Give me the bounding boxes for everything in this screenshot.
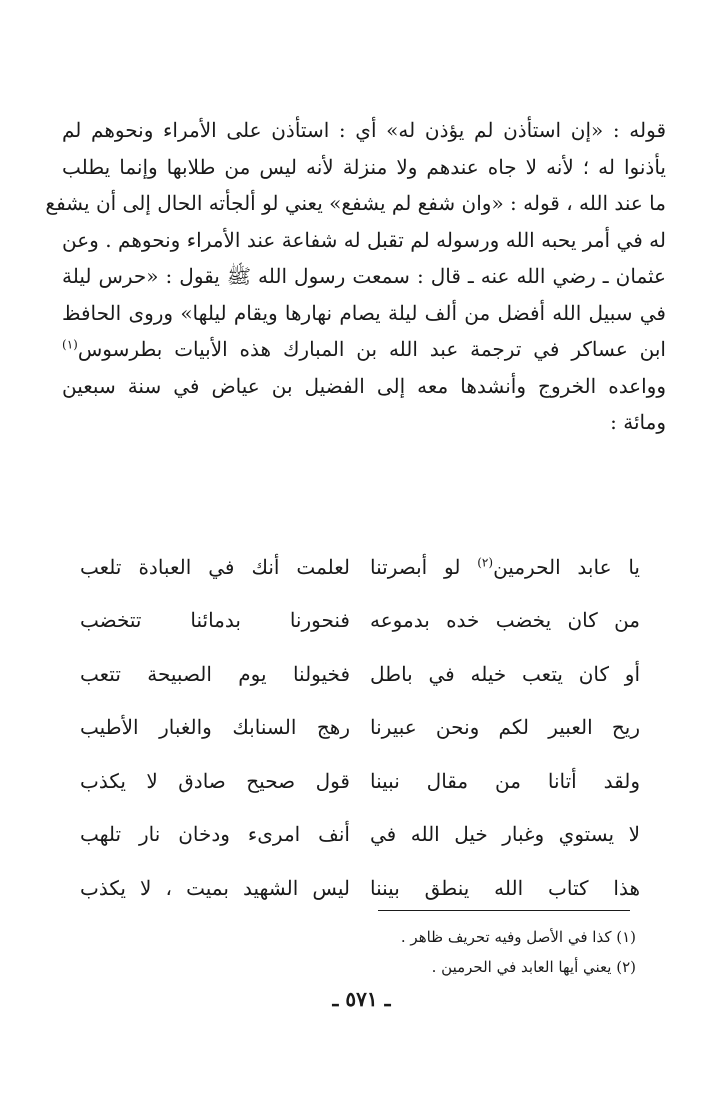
verse-row bbox=[80, 647, 640, 701]
verse-second-hemistich: رهج السنابك والغبار الأطيب bbox=[80, 715, 350, 740]
prose-line-with-ref bbox=[62, 331, 666, 368]
verse-row bbox=[80, 594, 640, 648]
footnote-1: (١) كذا في الأصل وفيه تحريف ظاهر . bbox=[400, 928, 636, 946]
prose-line: ما عند الله ، قوله : «وان شفع لم يشفع» يعني لو ألجأته الحال إلى أن يشفع bbox=[45, 191, 666, 215]
footnote-divider bbox=[378, 910, 630, 911]
prose-line: قوله : «إن استأذن لم يؤذن له» أي : استأذن على الأمراء ونحوهم لم bbox=[62, 118, 666, 142]
verse-text: لو أبصرتنا bbox=[370, 554, 478, 579]
footnote-ref-1: (١) bbox=[62, 337, 78, 352]
footnotes bbox=[300, 922, 636, 982]
verse-first-hemistich: هذا كتاب الله ينطق بيننا bbox=[370, 875, 640, 900]
footnote-2: (٢) يعني أيها العابد في الحرمين . bbox=[431, 958, 636, 976]
verse-row bbox=[80, 861, 640, 915]
verse-text: يا عابد الحرمين bbox=[493, 554, 640, 579]
verse-second-hemistich: لعلمت أنك في العبادة تلعب bbox=[80, 554, 350, 579]
prose-line: في سبيل الله أفضل من ألف ليلة يصام نهارها ويقام ليلها» وروى الحافظ bbox=[62, 300, 666, 325]
verse-row bbox=[80, 701, 640, 755]
verse-first-hemistich: من كان يخضب خده بدموعه bbox=[370, 608, 640, 633]
verse-first-hemistich: ولقد أتانا من مقال نبينا bbox=[370, 768, 640, 793]
prose-line: عثمان ـ رضي الله عنه ـ قال : سمعت رسول الله ﷺ يقول : «حرس ليلة bbox=[62, 264, 666, 288]
verse-first-hemistich bbox=[370, 555, 640, 579]
prose-line-text: ابن عساكر في ترجمة عبد الله بن المبارك هذه الأبيات بطرسوس bbox=[77, 337, 666, 361]
verse-second-hemistich: ليس الشهيد بميت ، لا يكذب bbox=[80, 875, 350, 900]
verse-row bbox=[80, 808, 640, 862]
poem bbox=[80, 540, 640, 915]
verse-second-hemistich: قول صحيح صادق لا يكذب bbox=[80, 768, 350, 793]
verse-second-hemistich: أنف امرىء ودخان نار تلهب bbox=[80, 822, 350, 847]
page-number: ـ ٥٧١ ـ bbox=[332, 987, 391, 1011]
verse-first-hemistich: لا يستوي وغبار خيل الله في bbox=[370, 822, 640, 847]
verse-second-hemistich: فخيولنا يوم الصبيحة تتعب bbox=[80, 661, 350, 686]
verse-row bbox=[80, 754, 640, 808]
prose-paragraph bbox=[45, 112, 666, 441]
footnote-ref-2: (٢) bbox=[477, 555, 494, 570]
prose-line: يأذنوا له ؛ لأنه لا جاه عندهم ولا منزلة لأنه ليس من طلابها وإنما يطلب bbox=[62, 154, 666, 179]
verse-first-hemistich: ريح العبير لكم ونحن عبيرنا bbox=[370, 715, 640, 740]
prose-line: له في أمر يحبه الله ورسوله لم تقبل له شفاعة عند الأمراء ونحوهم . وعن bbox=[62, 227, 666, 252]
prose-line: ومائة : bbox=[610, 410, 666, 434]
verse-row bbox=[80, 540, 640, 594]
prose-line: وواعده الخروج وأنشدها معه إلى الفضيل بن عياض في سنة سبعين bbox=[62, 373, 666, 398]
verse-first-hemistich: أو كان يتعب خيله في باطل bbox=[370, 661, 640, 686]
verse-second-hemistich: فنحورنا بدمائنا تتخضب bbox=[80, 608, 350, 633]
